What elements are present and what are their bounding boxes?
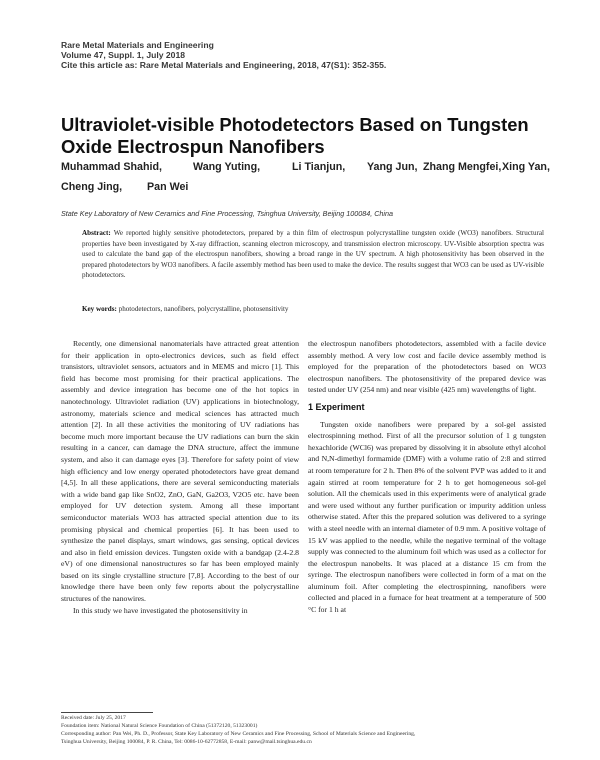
author-name: Xing Yan, bbox=[502, 161, 550, 173]
author-name: Wang Yuting, bbox=[193, 161, 261, 173]
citation-line: Cite this article as: Rare Metal Materials and Engineering, 2018, 47(S1): 352-355. bbox=[61, 60, 387, 70]
journal-volume: Volume 47, Suppl. 1, July 2018 bbox=[61, 50, 186, 60]
section-heading: 1 Experiment bbox=[308, 401, 365, 412]
footnote-received: Received date: July 25, 2017 bbox=[61, 715, 126, 721]
footnote-foundation: Foundation item: National Natural Science Foundation of China (51372120, 51323001) bbox=[61, 723, 258, 729]
abstract bbox=[82, 228, 544, 281]
author-name: Zhang Mengfei, bbox=[423, 161, 502, 173]
keywords bbox=[82, 305, 544, 313]
body-column-right bbox=[308, 338, 546, 616]
footnote-address: Tsinghua University, Beijing 100084, P. R. China, Tel: 0086-10-62772858, E-mail: panw@mail.tsinghua.edu.cn bbox=[61, 739, 312, 745]
footnote-divider bbox=[61, 712, 153, 713]
title-line-2: Oxide Electrospun Nanofibers bbox=[61, 136, 325, 157]
abstract-label: Abstract: bbox=[82, 229, 111, 237]
abstract-text: We reported highly sensitive photodetectors, prepared by a thin film of electrospun polycrystalline tungsten oxide (WO3) nanofibers. Structural properties have been investigated by X-ray diffraction, scanning electron microscopy, and transmission electron microscopy. UV-Visible absorption spectra was used to calculate the band gap of the electrospun nanofibers, showing a broad range in the UV spectrum. A high photosensitivity has been observed in the prepared photodetectors by WO3 nanofibers. A facile assembly method has been used to make the device. The results suggest that WO3 can be used as UV-visible photodetectors. bbox=[82, 229, 544, 280]
author-name: Yang Jun, bbox=[367, 161, 418, 173]
footnote-author: Corresponding author: Pan Wei, Ph. D., Professor, State Key Laboratory of New Ceramics and Fine Processing, School of Materials Science and Engineering, bbox=[61, 731, 416, 737]
paragraph: Recently, one dimensional nanomaterials have attracted great attention for their application in opto-electronics devices, such as field effect transistors, ultraviolet sensors, actuators and in MEMS and micro [1]. This field has become most promising for their practical applications. The assembly and device integration has become one of the hot topics in nanotechnology. Ultraviolet radiation (UV) applications in biotechnology, astronomy, materials science and medical sciences has attracted much attention [2]. In all these activities the monitoring of UV radiations has become much more important because the UV radiations can burn the skin resulting in a cancer, can damage the DNA structure, affect the immune system, and also it can damage eyes [3]. Therefore for safety point of view high efficiency and low energy operated photodetectors have great demand [4,5]. In all these applications, there are several semiconducting materials with a wide band gap like SnO2, ZnO, GaN, Ga2O3, V2O5 etc. have been employed for UV detection system. Among all these important semiconductor materials WO3 has attracted special attention due to its promising physical and chemical properties [6]. It has been used to synthesize the panel displays, smart windows, gas sensing, optical devices and also in field emission devices. Tungsten oxide with a bandgap (2.4-2.8 eV) of one dimensional nanostructures so far has been employed mainly based on its single crystalline structure [7,8]. According to the best of our knowledge there have been only few reports about the polycrystalline structures of the nanowires. bbox=[61, 339, 299, 604]
journal-header bbox=[61, 40, 541, 70]
author-name: Muhammad Shahid, bbox=[61, 161, 162, 173]
keywords-text: photodetectors, nanofibers, polycrystalline, photosensitivity bbox=[118, 305, 289, 313]
author-name: Pan Wei bbox=[147, 181, 189, 193]
journal-name: Rare Metal Materials and Engineering bbox=[61, 40, 214, 50]
title-line-1: Ultraviolet-visible Photodetectors Based on Tungsten bbox=[61, 114, 529, 135]
paragraph: In this study we have investigated the photosensitivity in bbox=[73, 605, 248, 615]
affiliation: State Key Laboratory of New Ceramics and Fine Processing, Tsinghua University, Beijing 100084, China bbox=[61, 209, 393, 218]
article-title bbox=[61, 114, 551, 158]
author-name: Cheng Jing, bbox=[61, 181, 123, 193]
paragraph: Tungsten oxide nanofibers were prepared by a sol-gel assisted electrospinning method. First of all the precursor solution of 1 g tungsten hexachloride (WCl6) was prepared by dissolving it in absolute ethyl alcohol and N,N-dimethyl formamide (DMF) with a volume ratio of 2:8 and stirred at room temperature for 2 h. Then 8% of the solvent PVP was added to it and again stirred at room temperature for 2 h to get homogeneous sol-gel solution. All the chemicals used in this experiments were of analytical grade and were used without any further purification or impurity addition unless otherwise stated. After this the prepared solution was delivered to a syringe with a steel needle with an internal diameter of 0.9 mm. A positive voltage of 15 kV was applied to the needle, while the negative terminal of the voltage supply was connected to the aluminum foil which was used as a collector for the electrospun nanobelts. It was placed at a distance 15 cm from the syringe. The electrospun nanofibers were collected in form of a mat on the aluminum foil. After completing the electrospinning, nanofibers were collected and placed in a furnace for heat treatment at a temperature of 500 °C for 1 h at bbox=[308, 419, 546, 615]
author-name: Li Tianjun, bbox=[292, 161, 346, 173]
keywords-label: Key words: bbox=[82, 305, 117, 313]
footnotes bbox=[61, 714, 551, 746]
body-column-left bbox=[61, 338, 299, 616]
paragraph: the electrospun nanofibers photodetectors, assembled with a facile device assembly method. A very low cost and facile device assembly method is employed for the preparation of the photodetectors based on WO3 electrospun nanofibers. The photosensitivity of the prepared device was tested under UV (254 nm) and near visible (425 nm) wavelengths of light. bbox=[308, 339, 546, 395]
